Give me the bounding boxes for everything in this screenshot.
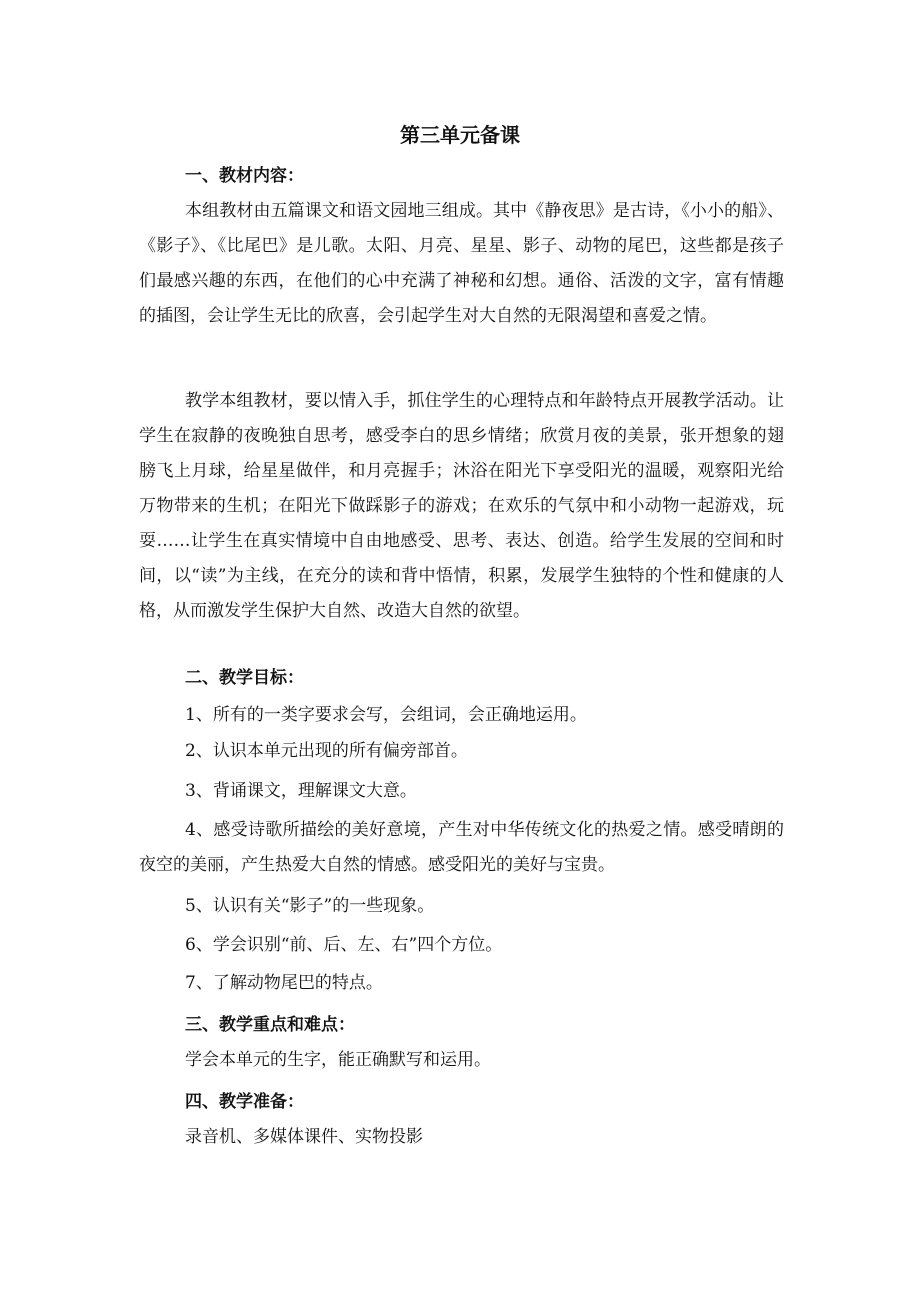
goal-item: 3、背诵课文，理解课文大意。 xyxy=(185,781,417,801)
goal-item: 1、所有的一类字要求会写，会组词，会正确地运用。 xyxy=(185,705,587,725)
goal-item: 5、认识有关“影子”的一些现象。 xyxy=(185,896,435,916)
document-title: 第三单元备课 xyxy=(400,123,520,147)
goal-item: 4、感受诗歌所描绘的美好意境，产生对中华传统文化的热爱之情。感受晴朗的夜空的美丽，产生热爱大自然的情感。感受阳光的美好与宝贵。 xyxy=(139,820,784,875)
paragraph-teaching-approach: 教学本组教材，要以情入手，抓住学生的心理特点和年龄特点开展教学活动。让学生在寂静的夜晚独自思考，感受李白的思乡情绪；欣赏月夜的美景，张开想象的翅膀飞上月球，给星星做伴，和月亮握手；沐浴在阳光下享受阳光的温暖，观察阳光给万物带来的生机；在阳光下做踩影子的游戏；在欢乐的气氛中和小动物一起游戏，玩耍……让学生在真实情境中自由地感受、思考、表达、创造。给学生发展的空间和时间，以“读”为主线，在充分的读和背中悟情，积累，发展学生独特的个性和健康的人格，从而激发学生保护大自然、改造大自然的欲望。 xyxy=(139,391,784,621)
section-heading-goals: 二、教学目标： xyxy=(185,668,304,688)
section-heading-preparation: 四、教学准备： xyxy=(185,1092,304,1112)
preparation-text: 录音机、多媒体课件、实物投影 xyxy=(185,1127,423,1147)
goal-item: 6、学会识别“前、后、左、右”四个方位。 xyxy=(185,935,503,955)
section-heading-key-points: 三、教学重点和难点： xyxy=(185,1015,355,1035)
paragraph-materials-overview: 本组教材由五篇课文和语文园地三组成。其中《静夜思》是古诗，《小小的船》、《影子》、《比尾巴》是儿歌。太阳、月亮、星星、影子、动物的尾巴，这些都是孩子们最感兴趣的东西，在他们的心中充满了神秘和幻想。通俗、活泼的文字，富有情趣的插图，会让学生无比的欣喜，会引起学生对大自然的无限渴望和喜爱之情。 xyxy=(139,201,784,326)
section-heading-materials: 一、教材内容： xyxy=(185,166,304,186)
goal-item: 2、认识本单元出现的所有偏旁部首。 xyxy=(185,741,468,761)
key-points-text: 学会本单元的生字，能正确默写和运用。 xyxy=(185,1050,491,1070)
goal-item: 7、了解动物尾巴的特点。 xyxy=(185,973,383,993)
